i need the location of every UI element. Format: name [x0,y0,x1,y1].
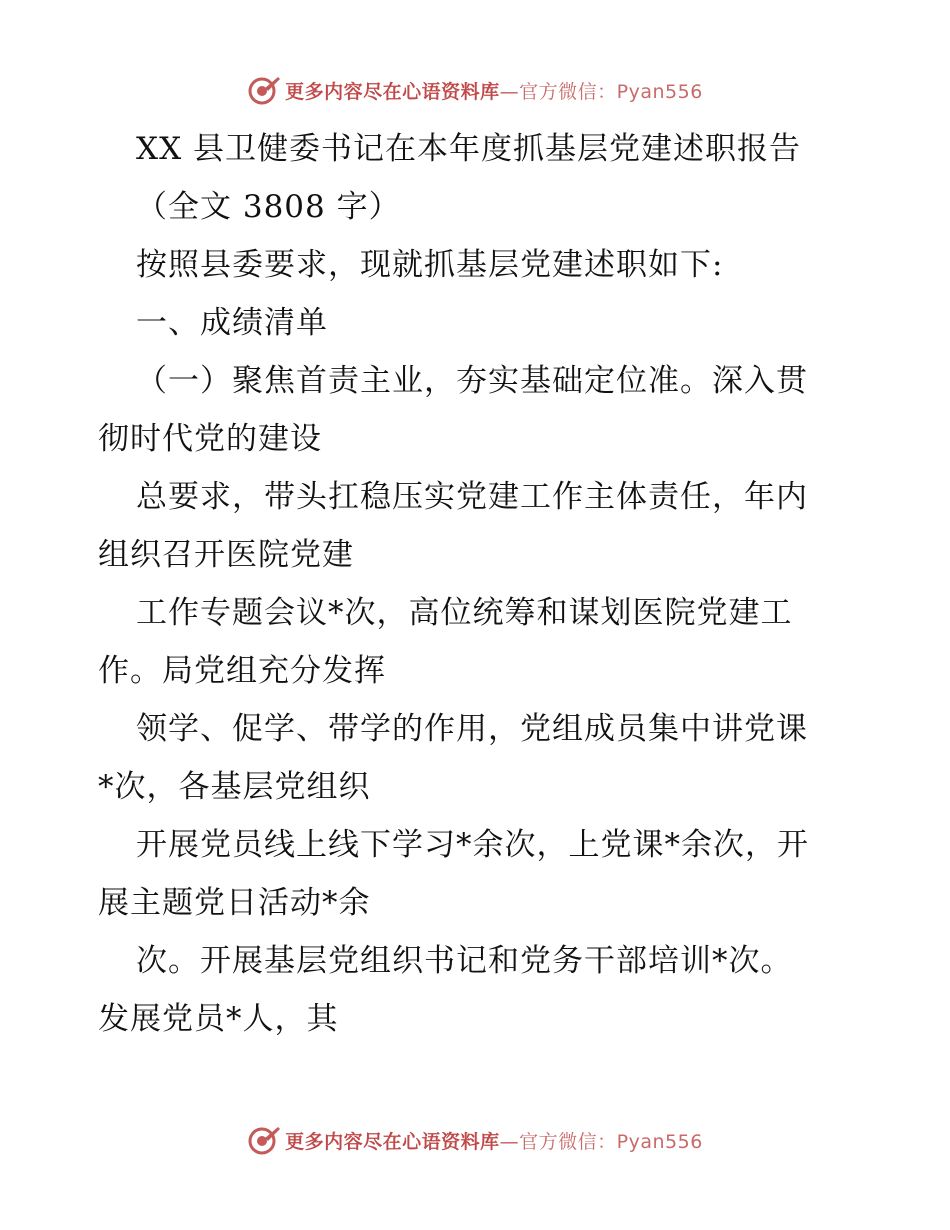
pen-logo-icon [247,73,281,107]
watermark-side: 官方微信：Pyan556 [519,1130,703,1153]
watermark-dash: — [499,80,520,103]
watermark-main: 更多内容尽在心语资料库 [285,1130,500,1153]
paragraph-line: *次，各基层党组织 [98,769,371,805]
pen-logo-icon [247,1123,281,1157]
body-lines [98,352,858,1048]
paragraph-line: 彻时代党的建设 [98,421,322,457]
paragraph-line: 作。局党组充分发挥 [98,653,386,689]
header-watermark [0,70,950,110]
paragraph-line: 工作专题会议*次，高位统筹和谋划医院党建工 [136,595,793,631]
document-subtitle: （全文 3808 字） [136,189,401,225]
document-body [98,120,858,1048]
paragraph-line: 发展党员*人，其 [98,1001,339,1037]
paragraph-line: 组织召开医院党建 [98,537,354,573]
watermark-side: 官方微信：Pyan556 [519,80,703,103]
footer-watermark [0,1120,950,1160]
paragraph-line: 次。开展基层党组织书记和党务干部培训*次。 [136,943,793,979]
paragraph-line: 展主题党日活动*余 [98,885,371,921]
paragraph-line: 总要求，带头扛稳压实党建工作主体责任，年内 [136,479,808,515]
section-heading: 一、成绩清单 [136,305,328,341]
watermark-main: 更多内容尽在心语资料库 [285,80,500,103]
watermark-text [285,77,703,104]
paragraph-line: 领学、促学、带学的作用，党组成员集中讲党课 [136,711,808,747]
document-intro: 按照县委要求，现就抓基层党建述职如下: [136,247,724,283]
watermark-dash: — [499,1130,520,1153]
watermark-text [285,1127,703,1154]
paragraph-line: 开展党员线上线下学习*余次，上党课*余次，开 [136,827,809,863]
document-title: XX 县卫健委书记在本年度抓基层党建述职报告 [136,131,801,167]
paragraph-line: （一）聚焦首责主业，夯实基础定位准。深入贯 [136,363,808,399]
